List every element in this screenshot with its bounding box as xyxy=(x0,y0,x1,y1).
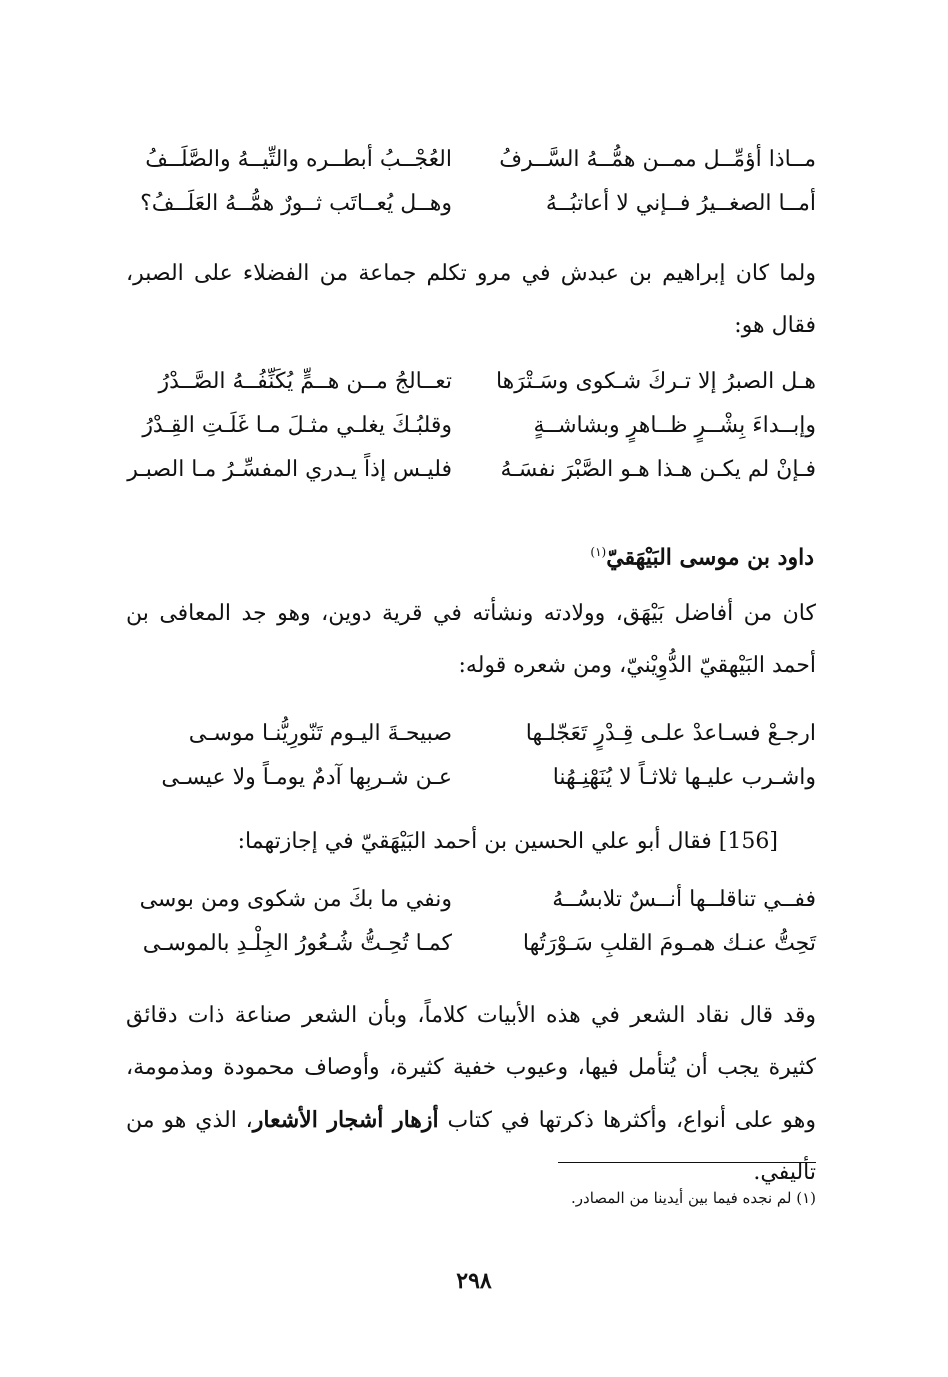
first-hemistich: تَحِتُّ عنـك همـومَ القلبِ سَـوْرَتُها xyxy=(522,931,816,956)
second-hemistich: العُجْــبُ أبطــره والتِّيــهُ والصَّلَــفُ xyxy=(145,147,452,172)
second-hemistich: صبيحـةَ اليـوم تَنّورِيُّنـا موسـى xyxy=(188,721,452,746)
second-hemistich: وقلبُـكَ يغلـي مثـلَ مـا غَلَـتِ القِـدْرُ xyxy=(142,413,452,438)
verse-line xyxy=(132,712,816,756)
second-hemistich: فليـس إذاً يـدري المفسِّـرُ مـا الصبـر xyxy=(127,457,452,482)
second-hemistich: تعــالجُ مــن هــمٍّ يُكَنِّفُــهُ الصَّــدْرُ xyxy=(158,369,452,394)
poem-4 xyxy=(132,878,816,966)
first-hemistich: واشـرب عليـها ثلاثـاً لا يُنَهْنِـهُنا xyxy=(552,765,816,790)
verse-line xyxy=(127,448,816,492)
first-hemistich: هـل الصبرُ إلا تـركَ شـكوى وسَـتْرَها xyxy=(495,369,816,394)
footnote-separator xyxy=(558,1162,816,1163)
paragraph-4-text: وقد قال نقاد الشعر في هذه الأبيات كلاماً، وبأن الشعر صناعة ذات دقائق كثيرة يجب أن يُتأمل فيها، وعيوب خفية كثيرة، وأوصاف محمودة ومذمومة، وهو على أنواع، وأكثرها ذكرتها في كتاب xyxy=(126,1003,817,1133)
first-hemistich: أمــا الصغــيرُ فــإني لا أعاتبُــهُ xyxy=(545,191,816,216)
verse-line xyxy=(132,182,816,226)
footnote-reference: (١) xyxy=(590,545,607,559)
verse-line xyxy=(132,138,816,182)
verse-line xyxy=(132,756,816,800)
second-hemistich: كمـا تُحِـتُّ شُـعُورُ الجِلْـدِ بالموسـى xyxy=(142,931,452,956)
first-hemistich: مــاذا أؤمِّــل ممــن همُّــهُ السَّــرفُ xyxy=(499,147,816,172)
heading-text: داود بن موسى البَيْهَقيّ xyxy=(606,544,814,571)
paragraph-1: ولما كان إبراهيم بن عبدش في مرو تكلم جماعة من الفضلاء على الصبر، فقال هو: xyxy=(126,261,816,338)
verse-line xyxy=(132,404,816,448)
second-hemistich: ونفي ما بكَ من شكوى ومن بوسى xyxy=(139,887,452,912)
first-hemistich: فـإنْ لم يكـن هـذا هـو الصَّبْرَ نفسَـهُ xyxy=(500,457,816,482)
first-hemistich: وإبــداءَ بِشْــرٍ ظــاهرٍ وبشاشــةٍ xyxy=(533,413,816,438)
page-number: ٢٩٨ xyxy=(456,1268,492,1294)
poem-2 xyxy=(127,360,816,492)
book-title: أزهار أشجار الأشعار xyxy=(252,1107,439,1133)
first-hemistich: ففــي تناقلــها أنــسٌ تلابسُــهُ xyxy=(552,887,816,912)
section-heading xyxy=(590,532,814,577)
first-hemistich: ارجـعْ فسـاعدْ علـى قِـدْرٍ تَعَجّلـها xyxy=(525,721,816,746)
poem-3 xyxy=(132,712,816,800)
poem-1 xyxy=(132,138,816,226)
paragraph-4-ending: ، الذي هو من تأليفي. xyxy=(126,1108,816,1185)
verse-line xyxy=(132,878,816,922)
verse-line xyxy=(132,360,816,404)
paragraph-4 xyxy=(126,990,816,1199)
second-hemistich: عـن شـربِها آدمٌ يومـاً ولا عيسـى xyxy=(161,765,452,790)
paragraph-3: [156] فقال أبو علي الحسين بن أحمد البَيْهَقيّ في إجازتهما: xyxy=(237,829,778,854)
second-hemistich: وهــل يُعــاتَب ثــورٌ همُّــهُ العَلَــفُ؟ xyxy=(140,191,452,216)
footnote: (١) لم نجده فيما بين أيدينا من المصادر. xyxy=(571,1189,816,1207)
verse-line xyxy=(132,922,816,966)
paragraph-2: كان من أفاضل بَيْهَق، وولادته ونشأته في قرية دوين، وهو جد المعافى بن أحمد البَيْهقيّ الدُّوِيْنيّ، ومن شعره قوله: xyxy=(126,601,816,678)
